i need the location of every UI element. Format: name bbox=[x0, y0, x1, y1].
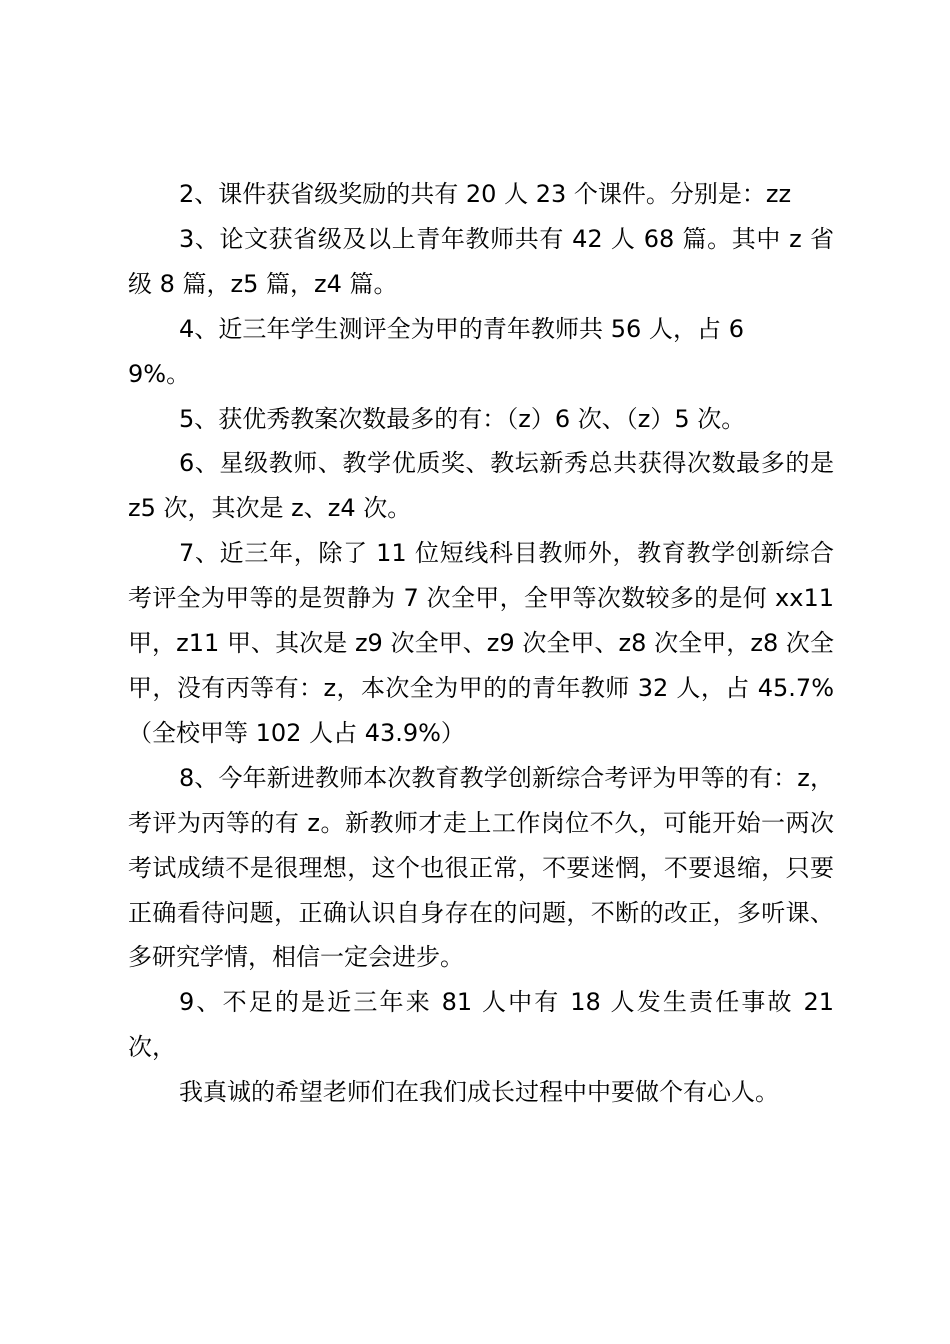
paragraph-5: 5、获优秀教案次数最多的有：（z）6 次、（z）5 次。 bbox=[179, 404, 746, 433]
paragraph-7: 7、近三年，除了 11 位短线科目教师外，教育教学创新综合考评全为甲等的是贺静为 7 次全甲，全甲等次数较多的是何 xx11 甲，z11 甲、其次是 z9 次全甲、z9 次全甲、z8 次全甲，z8 次全甲，没有丙等有：z，本次全为甲的的青年教师 32 人，占 45.7%（全校甲等 102 人占 43.9%） bbox=[128, 539, 834, 747]
document-body bbox=[128, 172, 834, 1115]
paragraph-2: 2、课件获省级奖励的共有 20 人 23 个课件。分别是：zz bbox=[179, 180, 792, 208]
paragraph-6: 6、星级教师、教学优质奖、教坛新秀总共获得次数最多的是 z5 次，其次是 z、z4 次。 bbox=[128, 449, 834, 523]
paragraph-9: 9、不足的是近三年来 81 人中有 18 人发生责任事故 21 次， bbox=[128, 988, 834, 1062]
paragraph-3: 3、论文获省级及以上青年教师共有 42 人 68 篇。其中 z 省级 8 篇，z5 篇，z4 篇。 bbox=[128, 224, 834, 298]
paragraph-8: 8、今年新进教师本次教育教学创新综合考评为甲等的有：z，考评为丙等的有 z。新教师才走上工作岗位不久，可能开始一两次考试成绩不是很理想，这个也很正常，不要迷惘，不要退缩，只要正确看待问题，正确认识自身存在的问题，不断的改正，多听课、多研究学情，相信一定会进步。 bbox=[128, 763, 834, 972]
paragraph-4: 4、近三年学生测评全为甲的青年教师共 56 人，占 69%。 bbox=[128, 314, 744, 388]
closing-paragraph: 我真诚的希望老师们在我们成长过程中中要做个有心人。 bbox=[179, 1078, 779, 1107]
